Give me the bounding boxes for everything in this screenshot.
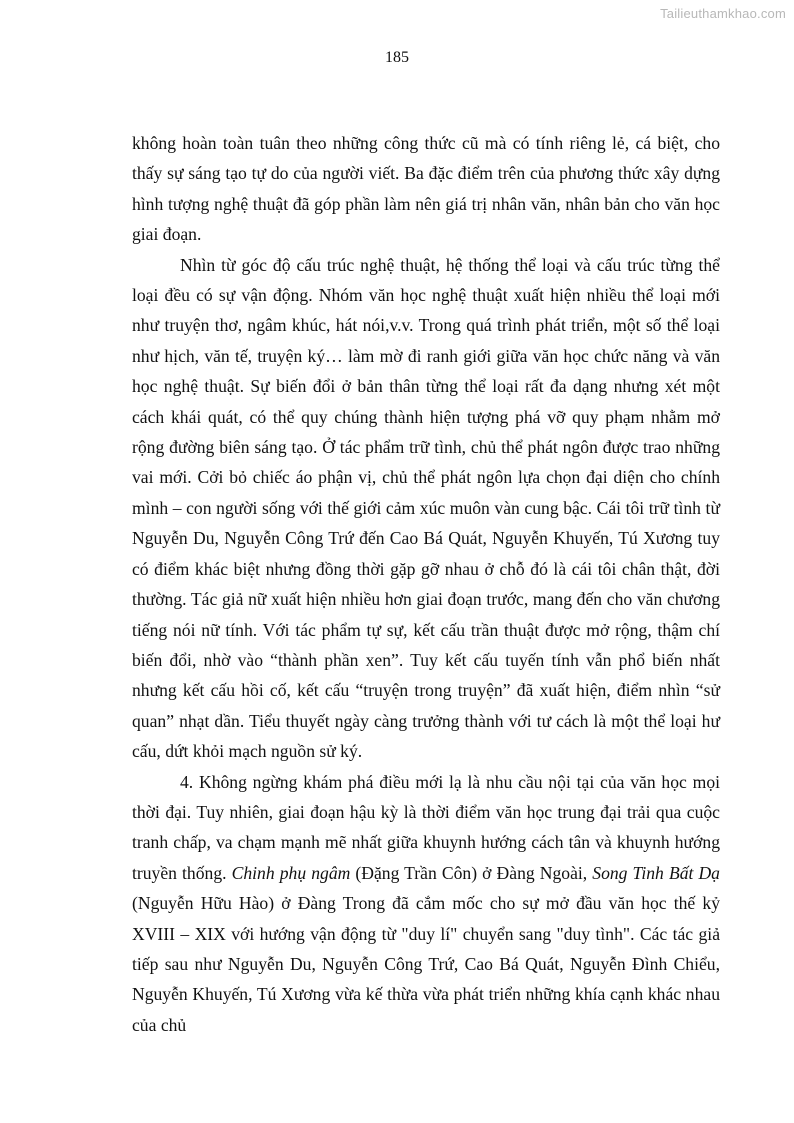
paragraph-text: Nhìn từ góc độ cấu trúc nghệ thuật, hệ thống thể loại và cấu trúc từng thể loại đều có sự vận động. Nhóm văn học nghệ thuật xuất hiện nhiều thể loại mới như truyện thơ, ngâm khúc, hát nói,v.v. Trong quá trình phát triển, một số thể loại như hịch, văn tế, truyện ký… làm mờ đi ranh giới giữa văn học chức năng và văn học nghệ thuật. Sự biến đổi ở bản thân từng thể loại rất đa dạng nhưng xét một cách khái quát, có thể quy chúng thành hiện tượng phá vỡ quy phạm nhằm mở rộng đường biên sáng tạo. Ở tác phẩm trữ tình, chủ thể phát ngôn được trao những vai mới. Cởi bỏ chiếc áo phận vị, chủ thể phát ngôn lựa chọn đại diện cho chính mình – con người sống với thế giới cảm xúc muôn vàn cung bậc. Cái tôi trữ tình từ Nguyễn Du, Nguyễn Công Trứ đến Cao Bá Quát, Nguyễn Khuyến, Tú Xương tuy có điểm khác biệt nhưng đồng thời gặp gỡ nhau ở chỗ đó là cái tôi chân thật, đời thường. Tác giả nữ xuất hiện nhiều hơn giai đoạn trước, mang đến cho văn chương tiếng nói nữ tính. Với tác phẩm tự sự, kết cấu trần thuật được mở rộng, thậm chí biến đổi, nhờ vào “thành phần xen”. Tuy kết cấu tuyến tính vẫn phổ biến nhất nhưng kết cấu hồi cố, kết cấu “truyện trong truyện” đã xuất hiện, điểm nhìn “sử quan” nhạt dần. Tiểu thuyết ngày càng trưởng thành với tư cách là một thể loại hư cấu, dứt khỏi mạch nguồn sử ký. xyxy=(132,254,720,762)
paragraph-text: không hoàn toàn tuân theo những công thức cũ mà có tính riêng lẻ, cá biệt, cho thấy sự sáng tạo tự do của người viết. Ba đặc điểm trên của phương thức xây dựng hình tượng nghệ thuật đã góp phần làm nên giá trị nhân văn, nhân bản cho văn học giai đoạn. xyxy=(132,133,720,245)
body-text xyxy=(132,128,720,1040)
watermark-text: Tailieuthamkhao.com xyxy=(660,6,786,21)
paragraph-1 xyxy=(132,128,720,250)
book-title-chinh-phu-ngam: Chinh phụ ngâm xyxy=(231,862,351,883)
paragraph-text: (Đặng Trần Côn) ở Đàng Ngoài, xyxy=(350,862,593,883)
page-number: 185 xyxy=(385,49,409,66)
paragraph-3 xyxy=(132,767,720,1041)
paragraph-text: (Nguyễn Hữu Hào) ở Đàng Trong đã cắm mốc cho sự mở đầu văn học thế kỷ XVIII – XIX với hướng vận động từ "duy lí" chuyển sang "duy tình". Các tác giả tiếp sau như Nguyễn Du, Nguyễn Công Trứ, Cao Bá Quát, Nguyễn Đình Chiểu, Nguyễn Khuyến, Tú Xương vừa kế thừa vừa phát triển những khía cạnh khác nhau của chủ xyxy=(132,893,720,1035)
paragraph-text: 4. Không ngừng khám phá điều mới lạ là nhu cầu nội tại của văn học mọi thời đại. Tuy nhiên, giai đoạn hậu kỳ là thời điểm văn học trung đại trải qua cuộc tranh chấp, va chạm mạnh mẽ nhất giữa khuynh hướng cách tân và khuynh hướng truyền thống. xyxy=(132,771,720,883)
book-title-song-tinh-bat-da: Song Tinh Bất Dạ xyxy=(592,862,720,883)
paragraph-2 xyxy=(132,250,720,767)
